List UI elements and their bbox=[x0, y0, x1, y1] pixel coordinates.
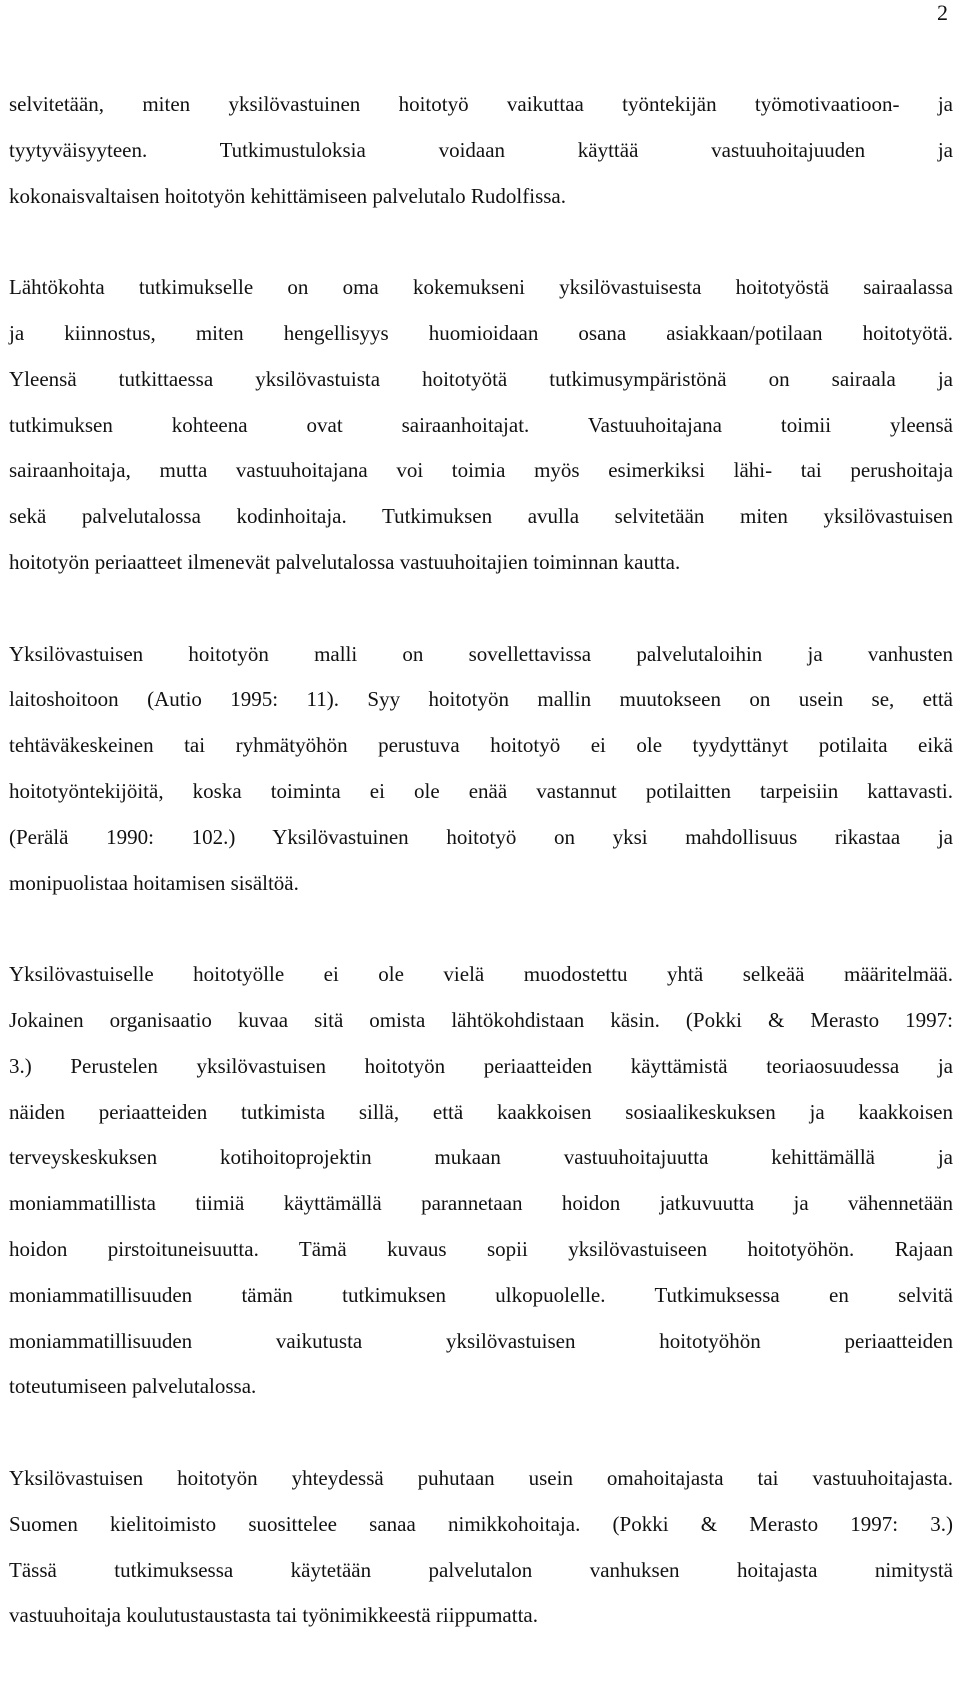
text-line: moniammatillista tiimiä käyttämällä parannetaan hoidon jatkuvuutta ja vähennetään bbox=[9, 1191, 953, 1216]
text-line: Tässä tutkimuksessa käytetään palvelutalon vanhuksen hoitajasta nimitystä bbox=[9, 1557, 953, 1582]
paragraph-4 bbox=[9, 952, 953, 1410]
text-line: hoidon pirstoituneisuutta. Tämä kuvaus sopii yksilövastuiseen hoitotyöhön. Rajaan bbox=[9, 1236, 953, 1261]
text-line: Yksilövastuiselle hoitotyölle ei ole vielä muodostettu yhtä selkeää määritelmää. bbox=[9, 962, 953, 987]
text-line: moniammatillisuuden tämän tutkimuksen ulkopuolelle. Tutkimuksessa en selvitä bbox=[9, 1282, 953, 1307]
paragraph-5 bbox=[9, 1456, 953, 1639]
document-body bbox=[9, 82, 953, 1685]
page-number: 2 bbox=[937, 0, 948, 25]
text-line: 3.) Perustelen yksilövastuisen hoitotyön periaatteiden käyttämistä teoriaosuudessa ja bbox=[9, 1053, 953, 1078]
text-line: Lähtökohta tutkimukselle on oma kokemukseni yksilövastuisesta hoitotyöstä sairaalassa bbox=[9, 275, 953, 300]
text-line: monipuolistaa hoitamisen sisältöä. bbox=[9, 870, 299, 895]
text-line: kokonaisvaltaisen hoitotyön kehittämiseen palvelutalo Rudolfissa. bbox=[9, 183, 566, 208]
text-line: Yleensä tutkittaessa yksilövastuista hoitotyötä tutkimusympäristönä on sairaala ja bbox=[9, 366, 953, 391]
text-line: (Perälä 1990: 102.) Yksilövastuinen hoitotyö on yksi mahdollisuus rikastaa ja bbox=[9, 824, 953, 849]
text-line: Yksilövastuisen hoitotyön yhteydessä puhutaan usein omahoitajasta tai vastuuhoitajasta. bbox=[9, 1465, 953, 1490]
text-line: Jokainen organisaatio kuvaa sitä omista lähtökohdistaan käsin. (Pokki & Merasto 1997: bbox=[9, 1007, 953, 1032]
text-line: terveyskeskuksen kotihoitoprojektin mukaan vastuuhoitajuutta kehittämällä ja bbox=[9, 1145, 953, 1170]
paragraph-2 bbox=[9, 265, 953, 586]
text-line: vastuuhoitaja koulutustaustasta tai työnimikkeestä riippumatta. bbox=[9, 1603, 538, 1628]
paragraph-1 bbox=[9, 82, 953, 219]
text-line: moniammatillisuuden vaikutusta yksilövastuisen hoitotyöhön periaatteiden bbox=[9, 1328, 953, 1353]
text-line: toteutumiseen palvelutalossa. bbox=[9, 1374, 257, 1399]
text-line: Suomen kielitoimisto suosittelee sanaa nimikkohoitaja. (Pokki & Merasto 1997: 3.) bbox=[9, 1511, 953, 1536]
text-line: hoitotyön periaatteet ilmenevät palvelutalossa vastuuhoitajien toiminnan kautta. bbox=[9, 549, 681, 574]
text-line: tehtäväkeskeinen tai ryhmätyöhön perustuva hoitotyö ei ole tyydyttänyt potilaita eikä bbox=[9, 733, 953, 758]
text-line: laitoshoitoon (Autio 1995: 11). Syy hoitotyön mallin muutokseen on usein se, että bbox=[9, 687, 953, 712]
paragraph-3 bbox=[9, 632, 953, 907]
text-line: ja kiinnostus, miten hengellisyys huomioidaan osana asiakkaan/potilaan hoitotyötä. bbox=[9, 320, 953, 345]
text-line: näiden periaatteiden tutkimista sillä, että kaakkoisen sosiaalikeskuksen ja kaakkoisen bbox=[9, 1099, 953, 1124]
text-line: Yksilövastuisen hoitotyön malli on sovellettavissa palvelutaloihin ja vanhusten bbox=[9, 641, 953, 666]
text-line: sekä palvelutalossa kodinhoitaja. Tutkimuksen avulla selvitetään miten yksilövastuisen bbox=[9, 504, 953, 529]
text-line: tutkimuksen kohteena ovat sairaanhoitajat. Vastuuhoitajana toimii yleensä bbox=[9, 412, 953, 437]
text-line: tyytyväisyyteen. Tutkimustuloksia voidaan käyttää vastuuhoitajuuden ja bbox=[9, 137, 953, 162]
text-line: selvitetään, miten yksilövastuinen hoitotyö vaikuttaa työntekijän työmotivaatioon- ja bbox=[9, 92, 953, 116]
text-line: hoitotyöntekijöitä, koska toiminta ei ole enää vastannut potilaitten tarpeisiin kattavasti. bbox=[9, 778, 953, 803]
text-line: sairaanhoitaja, mutta vastuuhoitajana voi toimia myös esimerkiksi lähi- tai perushoitaja bbox=[9, 458, 953, 483]
